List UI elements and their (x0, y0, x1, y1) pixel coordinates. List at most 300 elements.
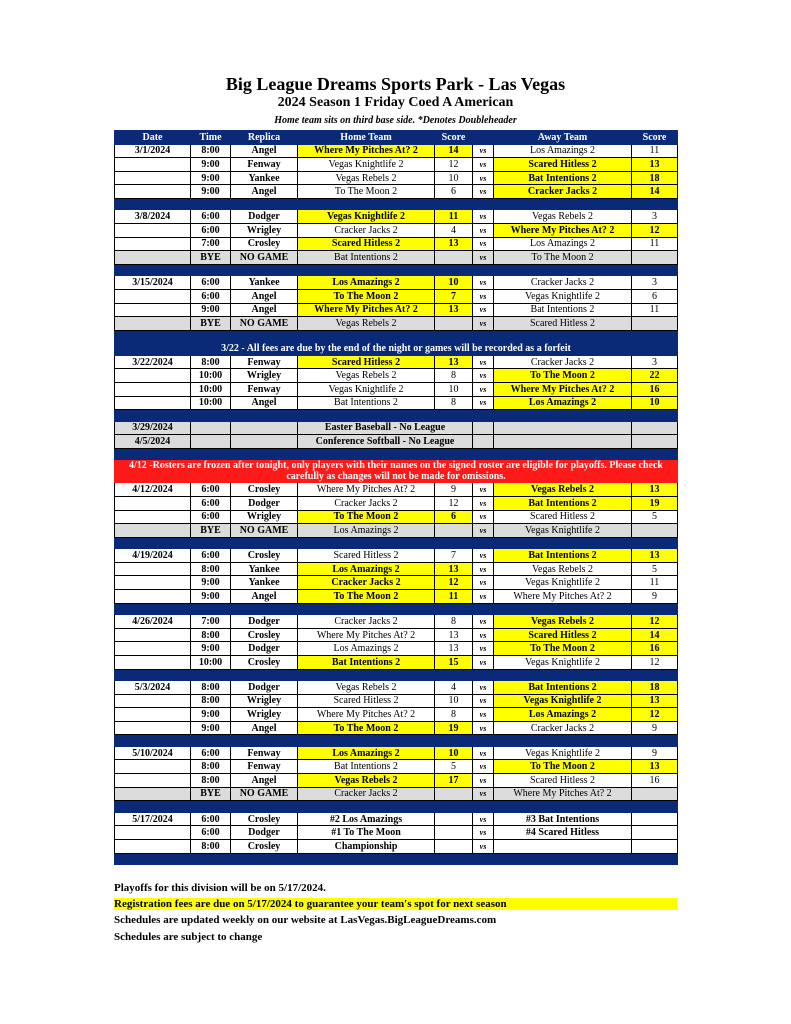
away-team-cell: Bat Intentions 2 (494, 303, 632, 317)
game-row (115, 251, 678, 265)
time-cell: 8:00 (191, 355, 231, 369)
replica-cell: Wrigley (231, 224, 298, 238)
replica-cell: Dodger (231, 826, 298, 840)
time-cell: 6:00 (191, 826, 231, 840)
game-row (115, 303, 678, 317)
away-team-cell: Where My Pitches At? 2 (494, 787, 632, 801)
away-team-cell: Cracker Jacks 2 (494, 355, 632, 369)
away-team-cell: Vegas Knightlife 2 (494, 694, 632, 708)
game-row (115, 746, 678, 760)
vs-cell: vs (473, 303, 494, 317)
time-cell: 9:00 (191, 303, 231, 317)
game-row (115, 276, 678, 290)
home-team-cell: Bat Intentions 2 (298, 396, 435, 410)
game-row (115, 628, 678, 642)
no-league-text: Conference Softball - No League (298, 435, 473, 449)
date-cell (115, 510, 191, 524)
home-score-cell: 10 (435, 383, 473, 397)
schedule-table (114, 130, 678, 865)
game-row (115, 237, 678, 251)
home-team-cell: To The Moon 2 (298, 721, 435, 735)
away-score-cell: 16 (632, 774, 678, 788)
date-cell (115, 303, 191, 317)
vs-cell: vs (473, 251, 494, 265)
away-score-cell: 10 (632, 396, 678, 410)
vs-cell: vs (473, 289, 494, 303)
replica-cell: Yankee (231, 576, 298, 590)
home-score-cell: 8 (435, 396, 473, 410)
home-team-cell: Los Amazings 2 (298, 276, 435, 290)
away-team-cell: To The Moon 2 (494, 760, 632, 774)
away-score-cell: 13 (632, 760, 678, 774)
away-score-cell: 13 (632, 694, 678, 708)
away-score-cell (632, 826, 678, 840)
spacer-row (115, 410, 678, 422)
replica-cell: Angel (231, 590, 298, 604)
game-row (115, 369, 678, 383)
replica-cell: Yankee (231, 276, 298, 290)
replica-cell: Fenway (231, 158, 298, 172)
date-cell: 5/10/2024 (115, 746, 191, 760)
home-team-cell: Where My Pitches At? 2 (298, 144, 435, 158)
game-row (115, 355, 678, 369)
home-score-cell: 13 (435, 628, 473, 642)
spacer-cell (115, 669, 678, 681)
game-row (115, 317, 678, 331)
away-team-cell: Vegas Knightlife 2 (494, 746, 632, 760)
away-score-cell: 22 (632, 369, 678, 383)
date-cell: 5/17/2024 (115, 812, 191, 826)
home-score-cell: 4 (435, 224, 473, 238)
date-cell (115, 642, 191, 656)
spacer-row (115, 537, 678, 549)
home-team-cell: To The Moon 2 (298, 185, 435, 199)
away-score-cell (632, 317, 678, 331)
time-cell: 9:00 (191, 721, 231, 735)
away-team-cell: Bat Intentions 2 (494, 681, 632, 695)
away-team-cell: Los Amazings 2 (494, 708, 632, 722)
home-team-cell: Bat Intentions 2 (298, 760, 435, 774)
away-team-cell: Scared Hitless 2 (494, 628, 632, 642)
home-team-cell: Vegas Rebels 2 (298, 774, 435, 788)
date-cell: 3/22/2024 (115, 355, 191, 369)
home-score-cell: 12 (435, 576, 473, 590)
away-score-cell: 9 (632, 721, 678, 735)
date-cell: 4/12/2024 (115, 483, 191, 497)
vs-cell: vs (473, 774, 494, 788)
game-row (115, 839, 678, 853)
away-score-cell (632, 524, 678, 538)
notice-row (115, 342, 678, 356)
home-score-cell: 13 (435, 237, 473, 251)
home-team-cell: Where My Pitches At? 2 (298, 708, 435, 722)
col-time: Time (191, 131, 231, 145)
date-cell (115, 760, 191, 774)
away-score-cell: 19 (632, 496, 678, 510)
replica-cell: Angel (231, 303, 298, 317)
spacer-row (115, 735, 678, 747)
vs-cell: vs (473, 483, 494, 497)
away-team-cell: Where My Pitches At? 2 (494, 590, 632, 604)
game-row (115, 694, 678, 708)
vs-cell: vs (473, 826, 494, 840)
away-team-cell: #3 Bat Intentions (494, 812, 632, 826)
vs-cell: vs (473, 760, 494, 774)
away-team-cell: Vegas Knightlife 2 (494, 289, 632, 303)
home-score-cell: 13 (435, 642, 473, 656)
game-row (115, 158, 678, 172)
date-cell (115, 158, 191, 172)
date-cell (115, 524, 191, 538)
time-cell: 10:00 (191, 383, 231, 397)
home-team-cell: Vegas Rebels 2 (298, 171, 435, 185)
vs-cell: vs (473, 510, 494, 524)
date-cell (115, 694, 191, 708)
replica-cell: Dodger (231, 642, 298, 656)
home-score-cell: 13 (435, 562, 473, 576)
game-row (115, 144, 678, 158)
vs-cell: vs (473, 681, 494, 695)
vs-cell: vs (473, 642, 494, 656)
game-row (115, 590, 678, 604)
time-cell: 9:00 (191, 171, 231, 185)
away-team-cell: Cracker Jacks 2 (494, 276, 632, 290)
away-score-cell: 18 (632, 681, 678, 695)
vs-cell: vs (473, 812, 494, 826)
vs-cell: vs (473, 628, 494, 642)
away-team-cell: Los Amazings 2 (494, 396, 632, 410)
date-cell: 3/1/2024 (115, 144, 191, 158)
vs-cell: vs (473, 590, 494, 604)
home-team-cell: Where My Pitches At? 2 (298, 303, 435, 317)
date-cell (115, 655, 191, 669)
spacer-cell (115, 448, 678, 460)
date-cell (115, 237, 191, 251)
replica-cell: Angel (231, 774, 298, 788)
game-row (115, 396, 678, 410)
away-score-cell (632, 421, 678, 435)
vs-cell: vs (473, 144, 494, 158)
page-subtitle: 2024 Season 1 Friday Coed A American (277, 95, 514, 110)
replica-cell: Fenway (231, 760, 298, 774)
home-score-cell: 11 (435, 590, 473, 604)
col-home-team: Home Team (298, 131, 435, 145)
time-cell: 9:00 (191, 642, 231, 656)
game-row (115, 721, 678, 735)
vs-cell: vs (473, 746, 494, 760)
time-cell: 8:00 (191, 681, 231, 695)
home-score-cell: 12 (435, 496, 473, 510)
date-cell (115, 787, 191, 801)
home-team-cell: Los Amazings 2 (298, 562, 435, 576)
home-score-cell (435, 317, 473, 331)
game-row (115, 185, 678, 199)
date-cell (115, 396, 191, 410)
away-score-cell: 12 (632, 708, 678, 722)
replica-cell: Dodger (231, 615, 298, 629)
home-team-cell: Scared Hitless 2 (298, 237, 435, 251)
game-row (115, 615, 678, 629)
spacer-cell (115, 537, 678, 549)
vs-cell (473, 421, 494, 435)
away-score-cell: 11 (632, 576, 678, 590)
replica-cell: Crosley (231, 549, 298, 563)
away-score-cell: 16 (632, 642, 678, 656)
away-score-cell: 13 (632, 158, 678, 172)
home-score-cell: 17 (435, 774, 473, 788)
table-header-row (115, 131, 678, 145)
date-cell (115, 590, 191, 604)
time-cell: 8:00 (191, 774, 231, 788)
game-row (115, 708, 678, 722)
home-team-cell: Vegas Knightlife 2 (298, 383, 435, 397)
vs-cell: vs (473, 694, 494, 708)
vs-cell (473, 435, 494, 449)
home-team-cell: Los Amazings 2 (298, 746, 435, 760)
game-row (115, 655, 678, 669)
spacer-row (115, 448, 678, 460)
vs-cell: vs (473, 355, 494, 369)
home-team-cell: To The Moon 2 (298, 590, 435, 604)
spacer-row (115, 853, 678, 865)
home-score-cell: 13 (435, 355, 473, 369)
spacer-cell (115, 735, 678, 747)
game-row (115, 483, 678, 497)
vs-cell: vs (473, 787, 494, 801)
away-team-cell: Scared Hitless 2 (494, 317, 632, 331)
home-team-cell: Cracker Jacks 2 (298, 496, 435, 510)
home-team-cell: Vegas Knightlife 2 (298, 210, 435, 224)
time-cell: 6:00 (191, 812, 231, 826)
replica-cell (231, 421, 298, 435)
game-row (115, 496, 678, 510)
away-team-cell: Bat Intentions 2 (494, 496, 632, 510)
away-team-cell: Cracker Jacks 2 (494, 721, 632, 735)
replica-cell: Wrigley (231, 510, 298, 524)
away-team-cell: Vegas Rebels 2 (494, 615, 632, 629)
time-cell: 6:00 (191, 289, 231, 303)
time-cell: BYE (191, 524, 231, 538)
home-score-cell: 8 (435, 615, 473, 629)
replica-cell: NO GAME (231, 251, 298, 265)
replica-cell: Angel (231, 721, 298, 735)
away-score-cell: 5 (632, 510, 678, 524)
away-team-cell: Bat Intentions 2 (494, 171, 632, 185)
time-cell: BYE (191, 317, 231, 331)
away-team-cell: Scared Hitless 2 (494, 158, 632, 172)
vs-cell: vs (473, 839, 494, 853)
home-score-cell: 7 (435, 549, 473, 563)
game-row (115, 210, 678, 224)
spacer-row (115, 603, 678, 615)
away-score-cell: 9 (632, 590, 678, 604)
date-cell (115, 171, 191, 185)
spacer-cell (115, 410, 678, 422)
away-cell (494, 435, 632, 449)
home-score-cell (435, 524, 473, 538)
date-cell (115, 317, 191, 331)
away-score-cell: 5 (632, 562, 678, 576)
vs-cell: vs (473, 524, 494, 538)
home-score-cell: 6 (435, 185, 473, 199)
home-score-cell (435, 251, 473, 265)
time-cell: 6:00 (191, 510, 231, 524)
replica-cell (231, 435, 298, 449)
time-cell: 10:00 (191, 396, 231, 410)
vs-cell: vs (473, 171, 494, 185)
replica-cell: Crosley (231, 839, 298, 853)
no-league-row (115, 421, 678, 435)
replica-cell: Crosley (231, 628, 298, 642)
home-team-cell: Los Amazings 2 (298, 642, 435, 656)
away-score-cell: 12 (632, 615, 678, 629)
away-score-cell: 12 (632, 224, 678, 238)
home-score-cell: 10 (435, 694, 473, 708)
col-vs (473, 131, 494, 145)
away-team-cell: Scared Hitless 2 (494, 510, 632, 524)
home-score-cell: 8 (435, 708, 473, 722)
time-cell: 8:00 (191, 144, 231, 158)
date-cell (115, 562, 191, 576)
home-team-cell: #1 To The Moon (298, 826, 435, 840)
home-score-cell: 14 (435, 144, 473, 158)
home-team-cell: Vegas Rebels 2 (298, 317, 435, 331)
away-team-cell: Where My Pitches At? 2 (494, 383, 632, 397)
replica-cell: Angel (231, 396, 298, 410)
away-score-cell: 9 (632, 746, 678, 760)
replica-cell: Crosley (231, 237, 298, 251)
away-team-cell: Vegas Knightlife 2 (494, 524, 632, 538)
time-cell: BYE (191, 251, 231, 265)
home-team-cell: Cracker Jacks 2 (298, 787, 435, 801)
date-cell (115, 839, 191, 853)
time-cell: 9:00 (191, 576, 231, 590)
replica-cell: NO GAME (231, 787, 298, 801)
away-team-cell: To The Moon 2 (494, 369, 632, 383)
time-cell: 10:00 (191, 369, 231, 383)
home-score-cell: 6 (435, 510, 473, 524)
spacer-cell (115, 603, 678, 615)
game-row (115, 576, 678, 590)
vs-cell: vs (473, 276, 494, 290)
replica-cell: NO GAME (231, 317, 298, 331)
away-team-cell: Vegas Rebels 2 (494, 483, 632, 497)
home-team-cell: Vegas Rebels 2 (298, 681, 435, 695)
vs-cell: vs (473, 383, 494, 397)
spacer-row (115, 801, 678, 813)
home-team-cell: Los Amazings 2 (298, 524, 435, 538)
game-row (115, 787, 678, 801)
date-cell: 3/8/2024 (115, 210, 191, 224)
date-cell (115, 826, 191, 840)
home-score-cell: 12 (435, 158, 473, 172)
no-league-row (115, 435, 678, 449)
away-team-cell (494, 839, 632, 853)
time-cell: 6:00 (191, 224, 231, 238)
replica-cell: Angel (231, 144, 298, 158)
vs-cell: vs (473, 721, 494, 735)
date-cell (115, 185, 191, 199)
home-team-cell: Scared Hitless 2 (298, 694, 435, 708)
away-score-cell: 13 (632, 483, 678, 497)
date-cell (115, 721, 191, 735)
date-cell (115, 224, 191, 238)
col-replica: Replica (231, 131, 298, 145)
spacer-row (115, 264, 678, 276)
footer-registration: Registration fees are due on 5/17/2024 to guarantee your team's spot for next season (114, 898, 677, 910)
home-score-cell: 10 (435, 746, 473, 760)
vs-cell: vs (473, 185, 494, 199)
roster-alert-row (115, 460, 678, 483)
replica-cell: Yankee (231, 562, 298, 576)
time-cell: 6:00 (191, 210, 231, 224)
game-row (115, 642, 678, 656)
time-cell: 7:00 (191, 615, 231, 629)
time-cell: 8:00 (191, 760, 231, 774)
home-team-cell: Cracker Jacks 2 (298, 576, 435, 590)
away-score-cell: 3 (632, 276, 678, 290)
game-row (115, 760, 678, 774)
game-row (115, 812, 678, 826)
away-team-cell: Scared Hitless 2 (494, 774, 632, 788)
date-cell (115, 628, 191, 642)
footer-playoffs: Playoffs for this division will be on 5/17/2024. (114, 882, 326, 894)
home-score-cell: 9 (435, 483, 473, 497)
away-score-cell: 6 (632, 289, 678, 303)
away-score-cell: 14 (632, 628, 678, 642)
spacer-cell (115, 198, 678, 210)
away-score-cell: 11 (632, 303, 678, 317)
away-team-cell: Where My Pitches At? 2 (494, 224, 632, 238)
home-team-cell: #2 Los Amazings (298, 812, 435, 826)
replica-cell: Fenway (231, 746, 298, 760)
game-row (115, 681, 678, 695)
date-cell: 4/5/2024 (115, 435, 191, 449)
away-team-cell: #4 Scared Hitless (494, 826, 632, 840)
home-score-cell (435, 839, 473, 853)
game-row (115, 826, 678, 840)
roster-alert-text: 4/12 -Rosters are frozen after tonight, only players with their names on the signed roster are eligible for playoffs. Please check carefully as changes will not be made for omissions. (115, 460, 678, 483)
away-team-cell: Los Amazings 2 (494, 144, 632, 158)
away-score-cell: 11 (632, 144, 678, 158)
vs-cell: vs (473, 655, 494, 669)
away-score-cell (632, 435, 678, 449)
game-row (115, 774, 678, 788)
away-score-cell: 11 (632, 237, 678, 251)
footer-website: Schedules are updated weekly on our website at LasVegas.BigLeagueDreams.com (114, 914, 497, 926)
away-score-cell: 14 (632, 185, 678, 199)
time-cell: 8:00 (191, 628, 231, 642)
replica-cell: NO GAME (231, 524, 298, 538)
date-cell (115, 576, 191, 590)
replica-cell: Crosley (231, 483, 298, 497)
vs-cell: vs (473, 615, 494, 629)
replica-cell: Yankee (231, 171, 298, 185)
away-score-cell: 16 (632, 383, 678, 397)
col-home-score: Score (435, 131, 473, 145)
time-cell: 8:00 (191, 562, 231, 576)
away-team-cell: To The Moon 2 (494, 251, 632, 265)
away-score-cell: 12 (632, 655, 678, 669)
away-score-cell (632, 251, 678, 265)
time-cell: 6:00 (191, 496, 231, 510)
vs-cell: vs (473, 237, 494, 251)
home-team-cell: To The Moon 2 (298, 510, 435, 524)
away-score-cell: 3 (632, 210, 678, 224)
game-row (115, 549, 678, 563)
replica-cell: Wrigley (231, 369, 298, 383)
replica-cell: Dodger (231, 681, 298, 695)
